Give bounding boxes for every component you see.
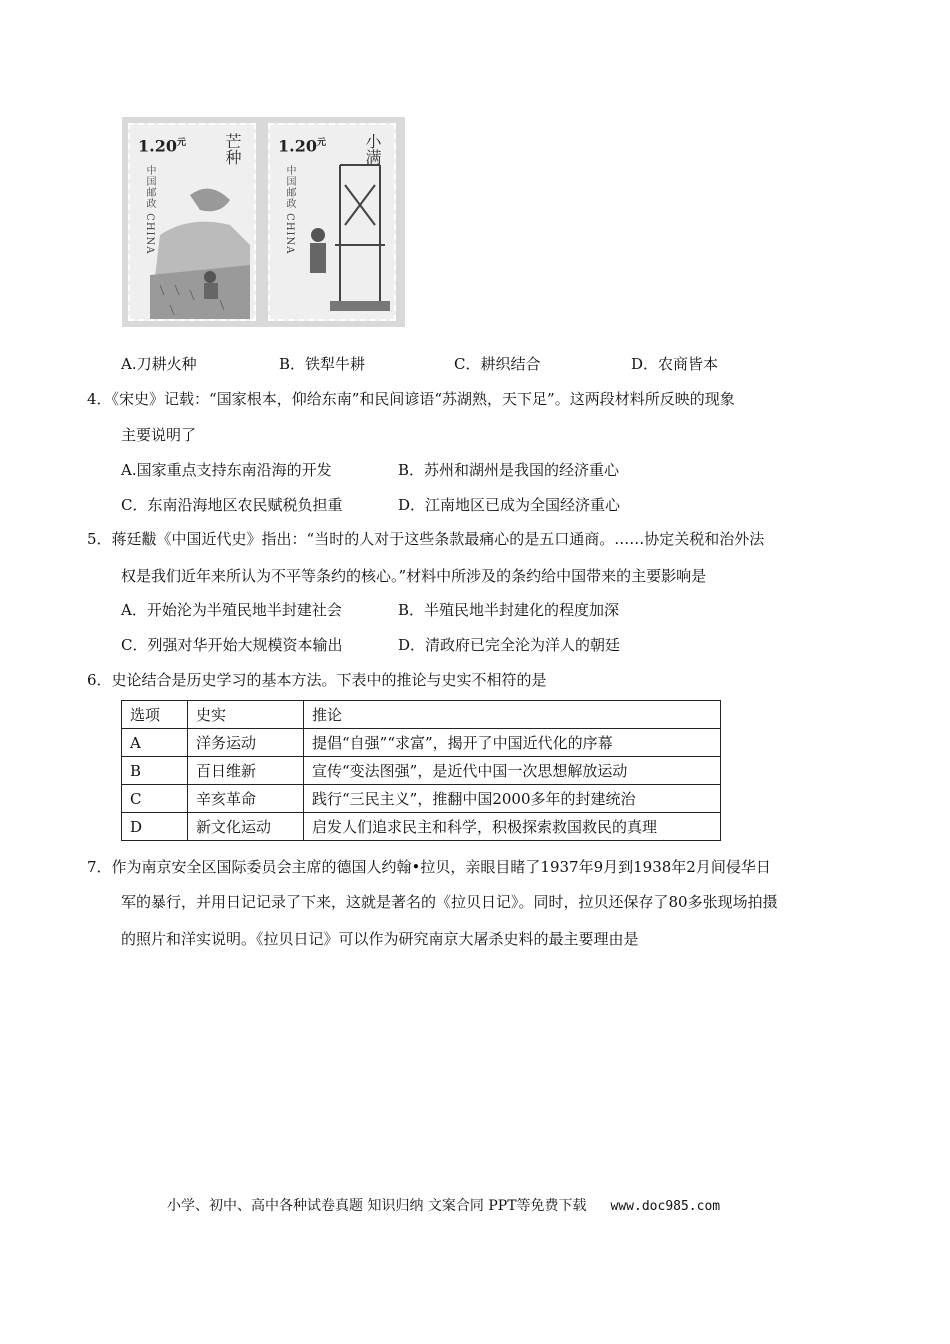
q5-option-a[interactable]: A．开始沦为半殖民地半封建社会 (121, 601, 342, 619)
stamp-illustration-farming (130, 125, 254, 319)
footer-text: 小学、初中、高中各种试卷真题 知识归纳 文案合同 PPT等免费下载 (167, 1198, 587, 1214)
table-cell: 提倡“自强”“求富”，揭开了中国近代化的序幕 (304, 729, 721, 757)
table-header-cell: 推论 (304, 701, 721, 729)
q4-option-d[interactable]: D．江南地区已成为全国经济重心 (398, 496, 621, 514)
table-row (122, 729, 721, 757)
table-header-row (122, 701, 721, 729)
table-row (122, 757, 721, 785)
q5-question-line1: 5．蒋廷黻《中国近代史》指出：“当时的人对于这些条款最痛心的是五口通商。……协定关税和治外法 (87, 530, 765, 548)
stamp-name: 小满 (363, 133, 382, 165)
table-row (122, 813, 721, 841)
q4-option-a[interactable]: A.国家重点支持东南沿海的开发 (121, 461, 332, 479)
stamp-illustration-weaving (270, 125, 394, 319)
q4-question-line2: 主要说明了 (121, 426, 197, 444)
table-cell: 宣传“变法图强”，是近代中国一次思想解放运动 (304, 757, 721, 785)
q7-question-line2: 军的暴行，并用日记记录了下来，这就是著名的《拉贝日记》。同时，拉贝还保存了80多张现场拍摄 (121, 893, 778, 911)
stamps-image (122, 117, 405, 327)
table-header-cell: 选项 (122, 701, 188, 729)
q7-question-line3: 的照片和洋实说明。《拉贝日记》可以作为研究南京大屠杀史料的最主要理由是 (121, 930, 639, 948)
stamp-value: $1.20^元$ (278, 136, 326, 156)
q3-option-d[interactable]: D．农商皆本 (631, 355, 719, 373)
q5-option-b[interactable]: B．半殖民地半封建化的程度加深 (398, 601, 620, 619)
table-cell: 洋务运动 (188, 729, 304, 757)
table-cell: 新文化运动 (188, 813, 304, 841)
q6-question: 6．史论结合是历史学习的基本方法。下表中的推论与史实不相符的是 (87, 671, 547, 689)
q3-option-c[interactable]: C．耕织结合 (454, 355, 541, 373)
table-row (122, 785, 721, 813)
q3-option-b[interactable]: B．铁犁牛耕 (279, 355, 366, 373)
q3-option-a[interactable]: A.刀耕火种 (121, 355, 197, 373)
history-table (121, 700, 721, 841)
q7-question-line1: 7．作为南京安全区国际委员会主席的德国人约翰•拉贝，亲眼目睹了1937年9月到1938年2月间侵华日 (87, 858, 771, 876)
q5-option-c[interactable]: C．列强对华开始大规模资本输出 (121, 636, 343, 654)
stamp-value: $1.20^元$ (138, 136, 186, 156)
stamp-xiaoman (268, 123, 396, 321)
table-cell: 启发人们追求民主和科学，积极探索救国救民的真理 (304, 813, 721, 841)
table-cell: 百日维新 (188, 757, 304, 785)
q4-option-c[interactable]: C．东南沿海地区农民赋税负担重 (121, 496, 343, 514)
table-cell: C (122, 785, 188, 813)
stamp-post: 中国邮政 CHINA (284, 165, 295, 255)
q4-question-line1: 4．《宋史》记载：“国家根本，仰给东南”和民间谚语“苏湖熟，天下足”。这两段材料所反映的现象 (87, 390, 735, 408)
footer-site-link[interactable]: www.doc985.com (610, 1199, 721, 1214)
table-cell: B (122, 757, 188, 785)
q4-option-b[interactable]: B．苏州和湖州是我国的经济重心 (398, 461, 620, 479)
table-cell: 辛亥革命 (188, 785, 304, 813)
table-cell: A (122, 729, 188, 757)
table-cell: D (122, 813, 188, 841)
table-cell: 践行“三民主义”，推翻中国2000多年的封建统治 (304, 785, 721, 813)
stamp-mangzhong (128, 123, 256, 321)
q5-question-line2: 权是我们近年来所认为不平等条约的核心。”材料中所涉及的条约给中国带来的主要影响是 (121, 567, 707, 585)
page-footer (167, 1195, 720, 1215)
stamp-name: 芒种 (223, 133, 242, 165)
q5-option-d[interactable]: D．清政府已完全沦为洋人的朝廷 (398, 636, 621, 654)
table-header-cell: 史实 (188, 701, 304, 729)
stamp-post: 中国邮政 CHINA (144, 165, 155, 255)
